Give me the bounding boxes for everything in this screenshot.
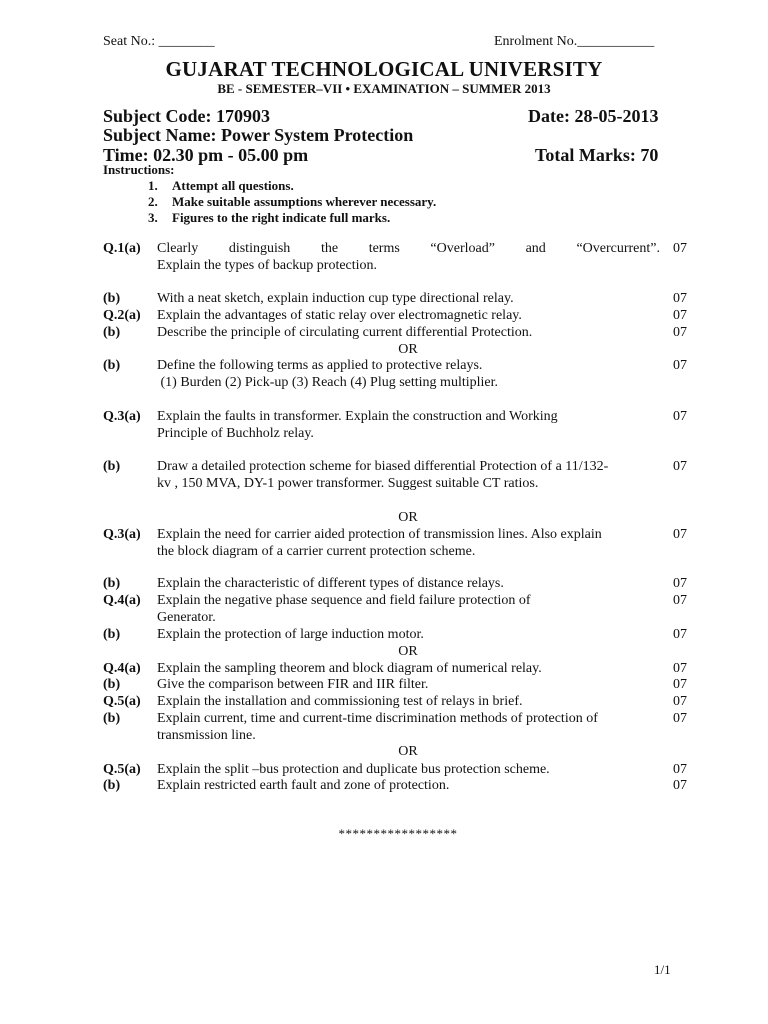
question-label: (b) (103, 325, 121, 340)
question-label: (b) (103, 358, 121, 373)
question-text (157, 409, 660, 442)
question-marks: 07 (673, 576, 687, 591)
question-marks: 07 (673, 711, 687, 726)
question-marks: 07 (673, 694, 687, 709)
question-label: (b) (103, 291, 121, 306)
question-text: Explain the characteristic of different types of distance relays. (157, 576, 504, 591)
question-line: Explain current, time and current-time discrimination methods of protection of (157, 711, 598, 726)
question-text: Explain the installation and commissioning test of relays in brief. (157, 694, 523, 709)
instruction-item (148, 194, 436, 210)
question-marks: 07 (673, 358, 687, 373)
instruction-number: 2. (148, 194, 158, 209)
question-line: Explain the faults in transformer. Explain the construction and Working (157, 409, 558, 424)
question-marks: 07 (673, 677, 687, 692)
question-line: (1) Burden (2) Pick-up (3) Reach (4) Plug setting multiplier. (157, 374, 498, 390)
instruction-text: Attempt all questions. (172, 178, 294, 193)
question-marks: 07 (673, 778, 687, 793)
question-line: Explain the need for carrier aided protection of transmission lines. Also explain (157, 527, 602, 542)
question-label: (b) (103, 627, 121, 642)
question-label: (b) (103, 711, 121, 726)
question-text (157, 527, 660, 560)
question-line: kv , 150 MVA, DY-1 power transformer. Suggest suitable CT ratios. (157, 475, 539, 491)
question-label: Q.2(a) (103, 308, 141, 323)
question-line: Draw a detailed protection scheme for biased differential Protection of a 11/132- (157, 459, 609, 474)
question-text (157, 593, 660, 626)
instruction-number: 3. (148, 210, 158, 225)
question-line: Define the following terms as applied to protective relays. (157, 358, 483, 373)
question-label: (b) (103, 677, 121, 692)
question-marks: 07 (673, 593, 687, 608)
subject-name: Subject Name: Power System Protection (103, 125, 414, 145)
question-label: (b) (103, 778, 121, 793)
or-separator: OR (398, 644, 418, 659)
question-text (157, 358, 660, 391)
question-text (157, 711, 660, 744)
question-marks: 07 (673, 627, 687, 642)
question-label: Q.5(a) (103, 694, 141, 709)
question-label: Q.4(a) (103, 661, 141, 676)
question-label: Q.5(a) (103, 762, 141, 777)
question-label: Q.4(a) (103, 593, 141, 608)
question-marks: 07 (673, 527, 687, 542)
exam-time: Time: 02.30 pm - 05.00 pm (103, 145, 309, 165)
question-text (157, 241, 660, 274)
question-line: Principle of Buchholz relay. (157, 425, 314, 441)
question-line: Clearly distinguish the terms “Overload” and “Overcurrent”. (157, 241, 660, 256)
instruction-number: 1. (148, 178, 158, 193)
instruction-item (148, 210, 390, 226)
question-text: Explain the split –bus protection and duplicate bus protection scheme. (157, 762, 550, 777)
question-text: With a neat sketch, explain induction cup type directional relay. (157, 291, 514, 306)
instruction-text: Figures to the right indicate full marks. (172, 210, 391, 225)
instruction-item (148, 178, 294, 194)
question-text: Explain restricted earth fault and zone of protection. (157, 778, 450, 793)
instructions-title: Instructions: (103, 162, 175, 177)
question-marks: 07 (673, 661, 687, 676)
question-marks: 07 (673, 308, 687, 323)
question-text: Explain the sampling theorem and block diagram of numerical relay. (157, 661, 542, 676)
question-text: Give the comparison between FIR and IIR filter. (157, 677, 429, 692)
question-line: the block diagram of a carrier current protection scheme. (157, 543, 476, 559)
question-line: transmission line. (157, 727, 256, 743)
question-marks: 07 (673, 409, 687, 424)
question-text (157, 459, 660, 492)
end-marker: ***************** (338, 826, 458, 841)
question-text: Explain the advantages of static relay over electromagnetic relay. (157, 308, 522, 323)
exam-line: BE - SEMESTER–VII • EXAMINATION – SUMMER 2013 (217, 81, 551, 96)
subject-code: Subject Code: 170903 (103, 106, 270, 126)
seat-no-field: Seat No.: ________ (103, 34, 215, 49)
question-text: Explain the protection of large induction motor. (157, 627, 424, 642)
question-line: Generator. (157, 609, 216, 625)
question-line: Explain the negative phase sequence and field failure protection of (157, 593, 531, 608)
enrolment-no-field: Enrolment No.___________ (494, 34, 655, 49)
question-marks: 07 (673, 459, 687, 474)
question-label: (b) (103, 459, 121, 474)
question-marks: 07 (673, 291, 687, 306)
question-marks: 07 (673, 762, 687, 777)
question-label: Q.3(a) (103, 409, 141, 424)
exam-date: Date: 28-05-2013 (528, 106, 659, 126)
total-marks: Total Marks: 70 (535, 145, 659, 165)
university-title: GUJARAT TECHNOLOGICAL UNIVERSITY (165, 57, 603, 81)
or-separator: OR (398, 342, 418, 357)
question-label: (b) (103, 576, 121, 591)
question-marks: 07 (673, 325, 687, 340)
page-number: 1/1 (654, 962, 671, 977)
or-separator: OR (398, 744, 418, 759)
question-label: Q.1(a) (103, 241, 141, 256)
question-line: Explain the types of backup protection. (157, 257, 378, 273)
or-separator: OR (398, 510, 418, 525)
question-label: Q.3(a) (103, 527, 141, 542)
instruction-text: Make suitable assumptions wherever necessary. (172, 194, 437, 209)
question-marks: 07 (673, 241, 687, 256)
question-text: Describe the principle of circulating current differential Protection. (157, 325, 533, 340)
